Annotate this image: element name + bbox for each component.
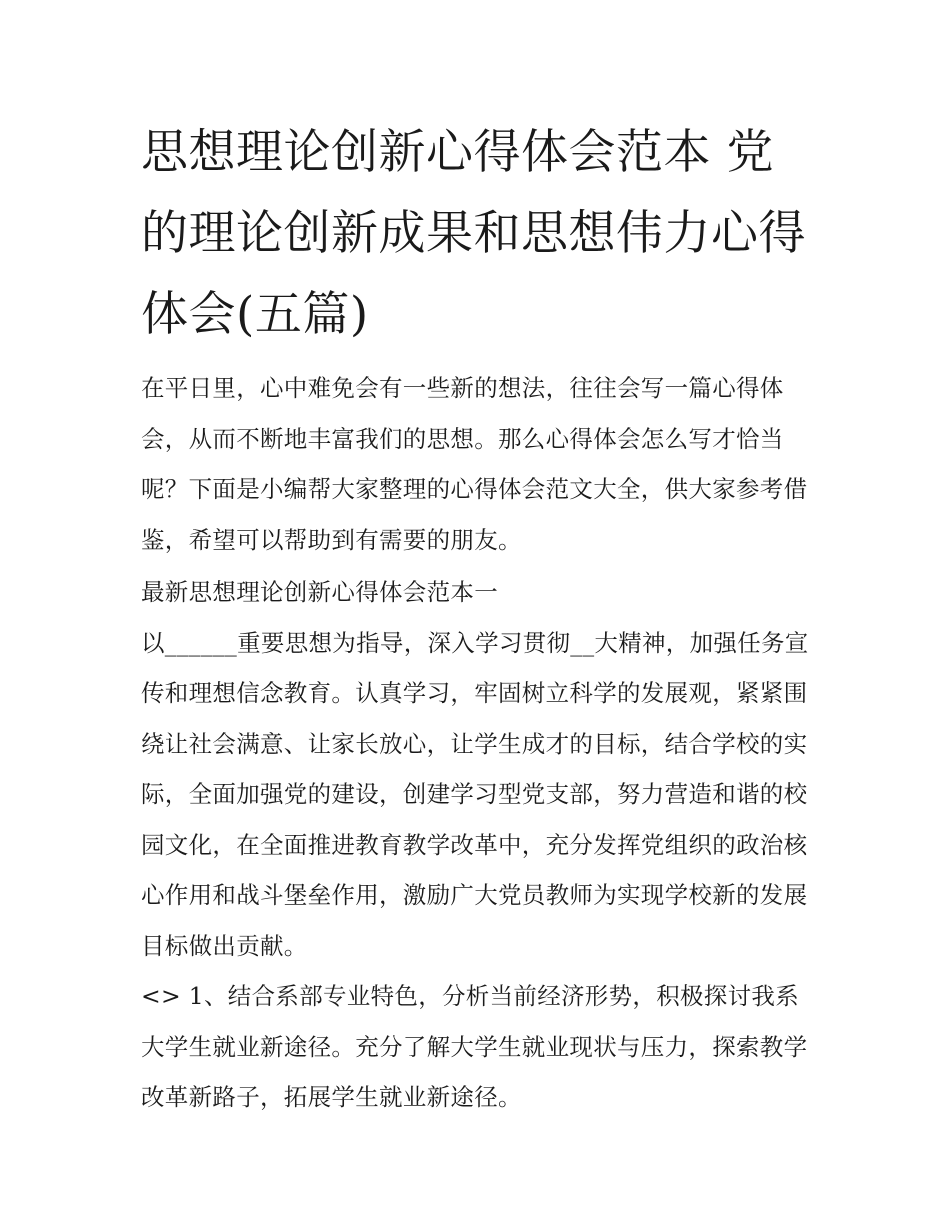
document-title: 思想理论创新心得体会范本 党的理论创新成果和思想伟力心得体会(五篇) xyxy=(141,125,806,342)
section-heading: 最新思想理论创新心得体会范本一 xyxy=(141,578,498,606)
body-paragraph-2: <> 1、结合系部专业特色，分析当前经济形势，积极探讨我系大学生就业新途径。充分了解大学生就业现状与压力，探索教学改革新路子，拓展学生就业新途径。 xyxy=(141,982,808,1111)
document-page xyxy=(141,112,816,1123)
intro-paragraph: 在平日里，心中难免会有一些新的想法，往往会写一篇心得体会，从而不断地丰富我们的思想。那么心得体会怎么写才恰当呢？下面是小编帮大家整理的心得体会范文大全，供大家参考借鉴，希望可以帮助到有需要的朋友。 xyxy=(141,374,808,554)
body-paragraph-1: 以______重要思想为指导，深入学习贯彻__大精神，加强任务宣传和理想信念教育。认真学习，牢固树立科学的发展观，紧紧围绕让社会满意、让家长放心，让学生成才的目标，结合学校的实际，全面加强党的建设，创建学习型党支部，努力营造和谐的校园文化，在全面推进教育教学改革中，充分发挥党组织的政治核心作用和战斗堡垒作用，激励广大党员教师为实现学校新的发展目标做出贡献。 xyxy=(141,628,809,960)
